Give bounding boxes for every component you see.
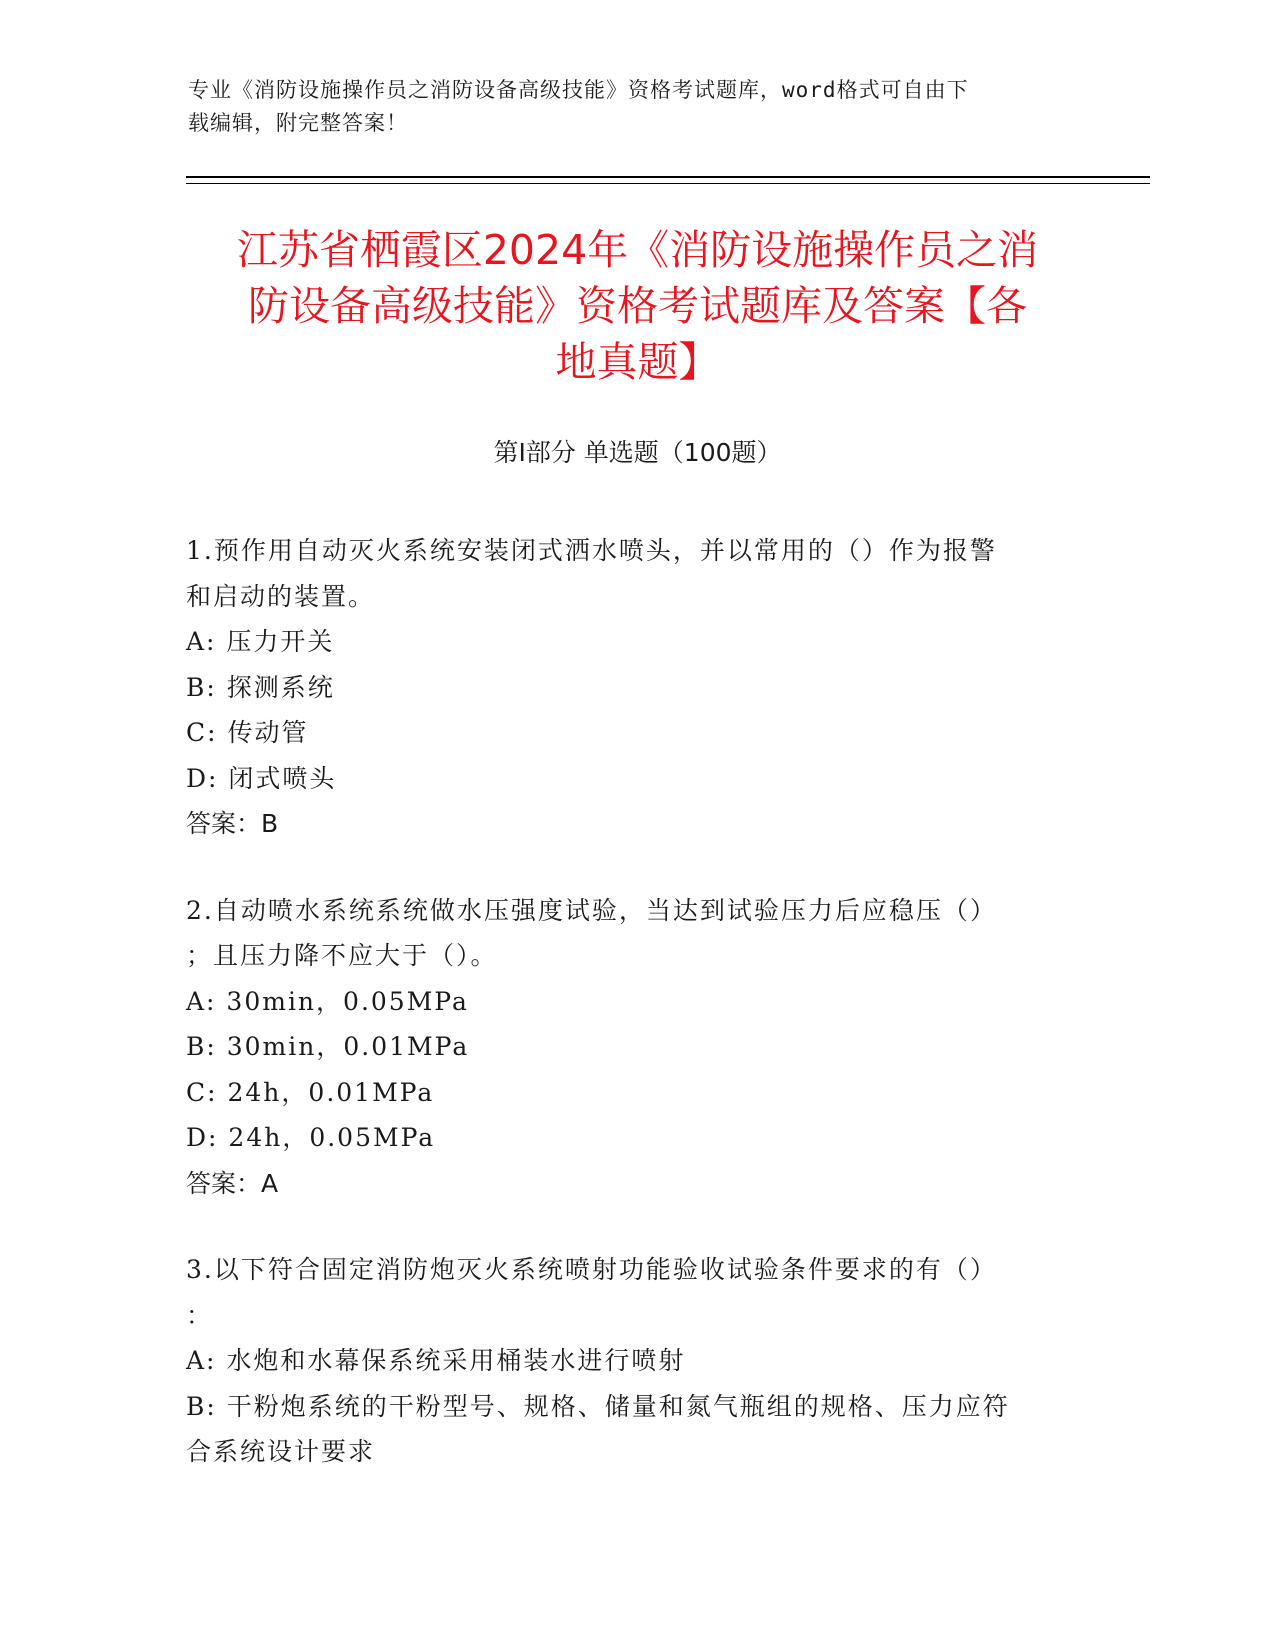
option-a: A: 30min，0.05MPa xyxy=(186,986,469,1016)
question-1 xyxy=(186,528,1066,847)
title-line-3: 地真题】 xyxy=(555,338,720,386)
header-rule-thick xyxy=(186,176,1150,178)
option-b-continued: 合系统设计要求 xyxy=(186,1437,376,1466)
header-rule-thin xyxy=(186,183,1150,184)
option-b: B: 干粉炮系统的干粉型号、规格、储量和氮气瓶组的规格、压力应符 xyxy=(186,1391,1010,1421)
question-3 xyxy=(186,1247,1066,1475)
question-list xyxy=(186,528,1066,1516)
option-c: C: 传动管 xyxy=(186,718,309,747)
option-d: D: 闭式喷头 xyxy=(186,763,337,793)
question-stem-line: 和启动的装置。 xyxy=(186,581,376,611)
option-a: A: 水炮和水幕保系统采用桶装水进行喷射 xyxy=(186,1346,686,1375)
option-c: C: 24h，0.01MPa xyxy=(186,1077,435,1107)
header-note-line-2: 载编辑，附完整答案！ xyxy=(188,111,408,135)
option-a: A: 压力开关 xyxy=(186,627,335,656)
option-d: D: 24h，0.05MPa xyxy=(186,1123,436,1152)
answer: 答案：B xyxy=(186,809,279,838)
answer: 答案：A xyxy=(186,1168,279,1198)
question-stem-line: ： xyxy=(186,1300,214,1330)
part-title: 第Ⅰ部分 单选题（100题） xyxy=(493,438,782,467)
question-2 xyxy=(186,888,1066,1207)
header-note xyxy=(188,74,1078,140)
option-b: B: 探测系统 xyxy=(186,672,335,702)
document-title xyxy=(160,222,1115,390)
question-stem-line: 1.预作用自动灭火系统安装闭式洒水喷头，并以常用的（）作为报警 xyxy=(186,536,997,565)
option-b: B: 30min，0.01MPa xyxy=(186,1032,470,1061)
question-stem-line: 3.以下符合固定消防炮灭火系统喷射功能验收试验条件要求的有（） xyxy=(186,1255,997,1284)
header-note-line-1: 专业《消防设施操作员之消防设备高级技能》资格考试题库，word格式可自由下 xyxy=(188,78,969,102)
question-stem-line: 2.自动喷水系统系统做水压强度试验，当达到试验压力后应稳压（） xyxy=(186,895,997,925)
question-stem-line: ；且压力降不应大于（）。 xyxy=(186,941,498,970)
title-line-2: 防设备高级技能》资格考试题库及答案【各 xyxy=(248,282,1027,330)
title-line-1: 江苏省栖霞区2024年《消防设施操作员之消 xyxy=(236,226,1039,274)
